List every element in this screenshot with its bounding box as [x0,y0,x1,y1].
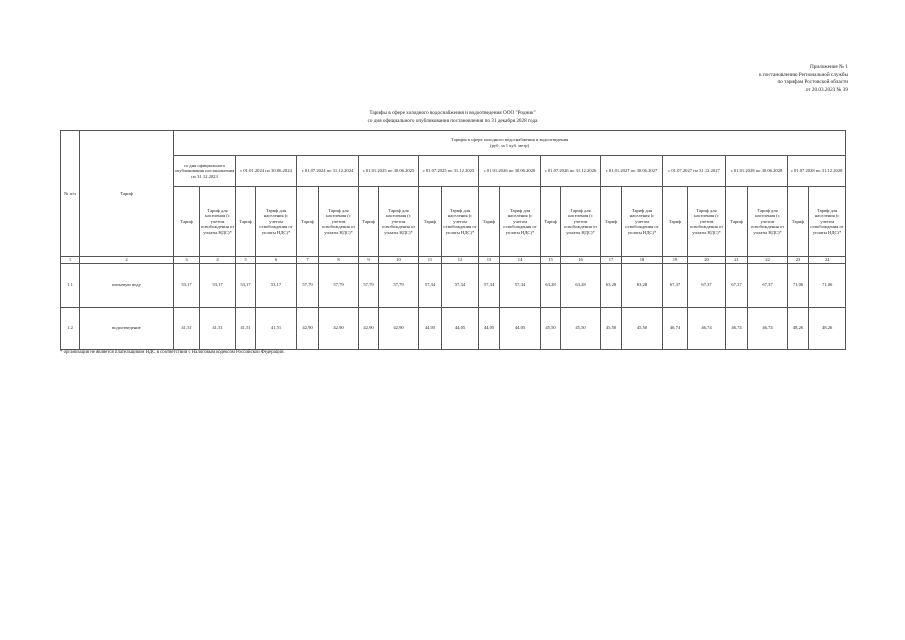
period-header: с 01.07.2024 по 31.12.2024 [297,156,359,187]
column-number: 24 [809,257,846,264]
subheader-tariff: Тариф [174,187,200,257]
tariff-value: 53,17 [174,263,200,307]
subheader-tariff: Тариф [236,187,256,257]
appendix-line: к постановлению Региональной службы [759,71,848,78]
column-number: 19 [663,257,688,264]
subheader-population-tariff: Тариф для населения (с учетом освобождения от уплаты НДС)* [379,187,419,257]
tariff-value: 63,28 [622,263,663,307]
column-number: 22 [748,257,788,264]
row-number: 1.2 [61,307,80,349]
column-number: 7 [297,257,319,264]
column-number: 17 [601,257,622,264]
tariff-value: 46,74 [748,307,788,349]
column-number: 2 [80,257,174,264]
tariff-value: 63,28 [541,263,561,307]
subheader-population-tariff: Тариф для населения (с учетом освобождения от уплаты НДС)* [500,187,541,257]
subheader-tariff: Тариф [726,187,748,257]
tariff-header: Тариф [80,131,174,257]
subheader-population-tariff: Тариф для населения (с учетом освобождения от уплаты НДС)* [622,187,663,257]
column-number: 6 [256,257,297,264]
column-number: 9 [359,257,379,264]
tariff-value: 46,74 [688,307,726,349]
tariff-value: 42,90 [319,307,359,349]
subheader-population-tariff: Тариф для населения (с учетом освобождения от уплаты НДС)* [561,187,601,257]
column-number: 3 [174,257,200,264]
column-number: 12 [442,257,479,264]
subheader-population-tariff: Тариф для населения (с учетом освобождения от уплаты НДС)* [809,187,846,257]
tariff-table [60,130,846,350]
period-header: с 01.01.2026 по 30.06.2026 [479,156,541,187]
tariff-value: 42,90 [359,307,379,349]
period-header: с 01.01.2027 по 30.06.2027 [601,156,663,187]
period-row [61,156,846,187]
tariff-value: 41,51 [174,307,200,349]
tariff-value: 46,74 [726,307,748,349]
group-header [174,131,846,156]
tariff-value: 44,05 [500,307,541,349]
tariff-value: 45,50 [601,307,622,349]
column-number: 23 [788,257,809,264]
tariff-value: 67,37 [688,263,726,307]
subheader-population-tariff: Тариф для населения (с учетом освобождения от уплаты НДС)* [319,187,359,257]
group-header-unit: (руб. за 1 куб. метр) [490,143,530,148]
period-header: с 01.07.2028 по 31.12.2028 [788,156,846,187]
table-row [61,307,846,349]
tariff-value: 45,50 [622,307,663,349]
subheader-tariff: Тариф [419,187,442,257]
subheader-tariff: Тариф [601,187,622,257]
row-name: водоотведение [80,307,174,349]
subheader-tariff: Тариф [359,187,379,257]
column-number: 8 [319,257,359,264]
subheader-row [61,187,846,257]
tariff-value: 48,26 [809,307,846,349]
appendix-line: Приложение № 1 [810,64,848,70]
subheader-population-tariff: Тариф для населения (с учетом освобождения от уплаты НДС)* [256,187,297,257]
period-header: с 01.07.2025 по 31.12.2025 [419,156,479,187]
subheader-tariff: Тариф [788,187,809,257]
period-header: с 01.01.2028 по 30.06.2028 [726,156,788,187]
tariff-value: 45,50 [561,307,601,349]
column-number: 4 [200,257,236,264]
column-number: 1 [61,257,80,264]
column-number: 20 [688,257,726,264]
tariff-value: 44,05 [419,307,442,349]
row-name: питьевую воду [80,263,174,307]
number-header: № п/п [61,131,80,257]
row-number: 1.1 [61,263,80,307]
appendix-line: от 20.03.2023 № 39 [805,86,848,93]
tariff-value: 57,79 [379,263,419,307]
tariff-value: 71,06 [809,263,846,307]
tariff-value: 67,37 [748,263,788,307]
period-header: с 01.01.2024 по 30.06.2024 [236,156,297,187]
tariff-value: 57,34 [479,263,500,307]
group-header-line: Тарифы в сфере холодного водоснабжения и водоотведения [451,137,569,143]
tariff-value: 63,28 [601,263,622,307]
header-row [61,131,846,156]
tariff-value: 57,34 [419,263,442,307]
column-number: 10 [379,257,419,264]
subheader-population-tariff: Тариф для населения (с учетом освобождения от уплаты НДС)* [688,187,726,257]
period-header: с 01.07.2027 по 31.12.2027 [663,156,726,187]
tariff-value: 42,90 [379,307,419,349]
period-header: с 01.07.2026 по 31.12.2026 [541,156,601,187]
subheader-tariff: Тариф [297,187,319,257]
tariff-value: 57,34 [442,263,479,307]
tariff-value: 63,28 [561,263,601,307]
title-line: со дня официального опубликования постановления по 31 декабря 2028 года [367,117,538,124]
tariff-value: 67,37 [726,263,748,307]
column-number: 16 [561,257,601,264]
tariff-value: 53,17 [200,263,236,307]
subheader-tariff: Тариф [479,187,500,257]
subheader-population-tariff: Тариф для населения (с учетом освобождения от уплаты НДС)* [200,187,236,257]
column-number: 13 [479,257,500,264]
tariff-value: 57,79 [297,263,319,307]
tariff-value: 41,51 [236,307,256,349]
tariff-value: 46,74 [663,307,688,349]
column-number: 14 [500,257,541,264]
tariff-value: 45,50 [541,307,561,349]
table-row [61,263,846,307]
tariff-value: 71,06 [788,263,809,307]
column-number: 21 [726,257,748,264]
tariff-value: 41,51 [256,307,297,349]
column-number: 15 [541,257,561,264]
tariff-value: 48,26 [788,307,809,349]
period-header: со дня официального опубликования постановления по 31.12.2023 [174,156,236,187]
appendix-line: по тарифам Ростовской области [777,79,848,86]
subheader-tariff: Тариф [663,187,688,257]
subheader-population-tariff: Тариф для населения (с учетом освобождения от уплаты НДС)* [442,187,479,257]
tariff-value: 57,79 [319,263,359,307]
tariff-value: 57,34 [500,263,541,307]
period-header: с 01.01.2025 по 30.06.2025 [359,156,419,187]
column-number: 18 [622,257,663,264]
column-number: 11 [419,257,442,264]
tariff-value: 57,79 [359,263,379,307]
title-line: Тарифы в сфере холодного водоснабжения и водоотведения ООО "Родник" [369,110,536,116]
subheader-population-tariff: Тариф для населения (с учетом освобождения от уплаты НДС)* [748,187,788,257]
document-title [0,110,905,125]
tariff-value: 41,51 [200,307,236,349]
tariff-value: 44,05 [442,307,479,349]
tariff-value: 67,37 [663,263,688,307]
tariff-value: 42,90 [297,307,319,349]
subheader-tariff: Тариф [541,187,561,257]
tariff-value: 44,05 [479,307,500,349]
appendix-block [759,64,848,94]
footnote: * организация не является плательщиком НДС в соответствии с Налоговым кодексом Российской Федерации. [60,350,285,355]
column-numbers-row [61,257,846,264]
tariff-value: 53,17 [236,263,256,307]
column-number: 5 [236,257,256,264]
tariff-value: 53,17 [256,263,297,307]
